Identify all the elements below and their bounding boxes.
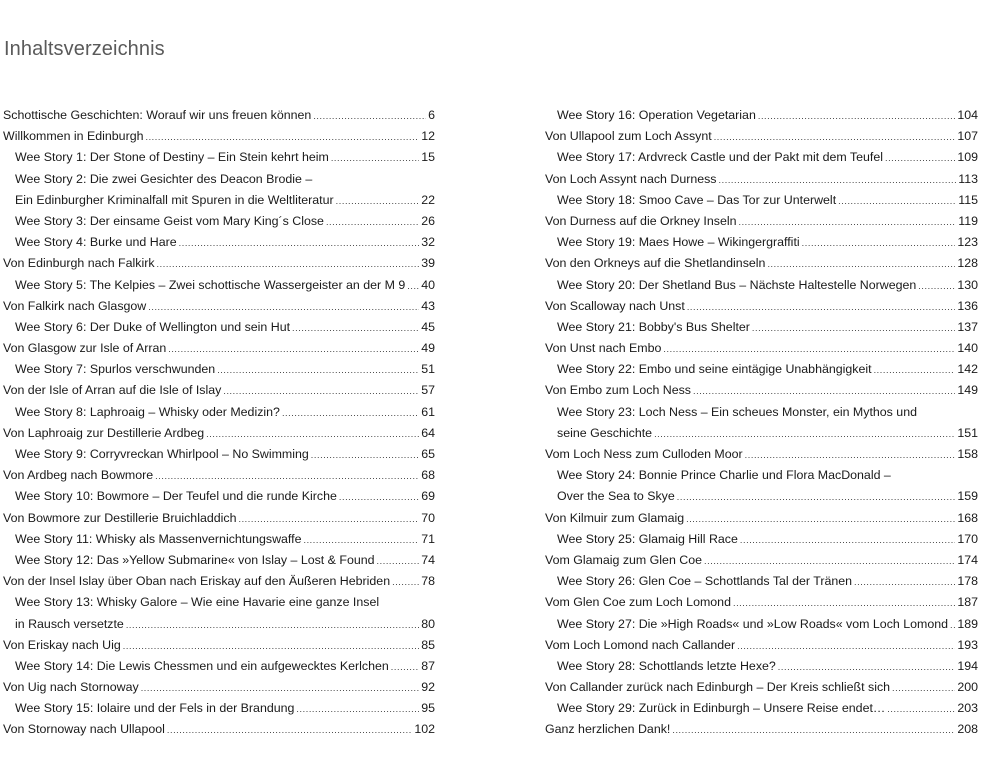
toc-entry-title: Von Loch Assynt nach Durness <box>545 171 717 186</box>
toc-entry-title: Schottische Geschichten: Worauf wir uns freuen können <box>3 108 312 122</box>
toc-page-number: 170 <box>957 531 978 546</box>
toc-entry-title: Wee Story 15: Iolaire und der Fels in der Brandung <box>15 701 295 716</box>
toc-page-number: 174 <box>957 552 978 567</box>
toc-entry-title: Von der Isle of Arran auf die Isle of Islay <box>3 383 222 398</box>
toc-entry[interactable] <box>545 550 978 571</box>
toc-entry[interactable] <box>545 719 978 740</box>
toc-entry[interactable] <box>545 126 978 147</box>
dot-leader <box>326 212 419 233</box>
toc-page-number: 151 <box>957 425 978 440</box>
dot-leader <box>714 127 956 148</box>
toc-entry-title: Wee Story 3: Der einsame Geist vom Mary King´s Close <box>15 213 324 228</box>
toc-subentry[interactable] <box>3 169 435 190</box>
toc-entry[interactable] <box>545 169 978 190</box>
toc-right-column <box>545 105 978 741</box>
toc-subentry[interactable] <box>545 698 978 719</box>
toc-subentry[interactable] <box>545 402 978 423</box>
toc-page-number: 12 <box>421 129 435 144</box>
toc-subentry[interactable] <box>3 359 435 380</box>
toc-entry-title: Wee Story 9: Corryvreckan Whirlpool – No Swimming <box>15 447 309 461</box>
toc-entry-title: Wee Story 13: Whisky Galore – Wie eine Havarie eine ganze Insel <box>15 595 380 610</box>
toc-subentry[interactable] <box>3 614 435 635</box>
toc-page-number: 140 <box>957 341 978 356</box>
toc-entry-title: Von Edinburgh nach Falkirk <box>3 256 155 271</box>
toc-entry-title: Von Kilmuir zum Glamaig <box>545 510 685 525</box>
dot-leader <box>282 403 419 424</box>
toc-entry-title: Willkommen in Edinburgh <box>3 129 144 144</box>
toc-entry-title: Von Durness auf die Orkney Inseln <box>545 213 737 228</box>
toc-page-number: 95 <box>421 701 435 716</box>
dot-leader <box>238 509 419 530</box>
toc-entry-title: Wee Story 10: Bowmore – Der Teufel und die runde Kirche <box>15 489 337 504</box>
toc-page-number: 115 <box>958 192 978 207</box>
toc-page-number: 119 <box>958 213 978 228</box>
toc-page-number: 69 <box>421 489 435 504</box>
dot-leader <box>918 276 955 297</box>
dot-leader <box>740 530 955 551</box>
toc-subentry[interactable] <box>3 444 435 465</box>
dot-leader <box>733 593 955 614</box>
toc-entry-title: in Rausch versetzte <box>15 616 124 631</box>
dot-leader <box>331 148 419 169</box>
toc-entry-title: Ganz herzlichen Dank! <box>545 722 671 737</box>
toc-page-number: 78 <box>421 574 435 589</box>
dot-leader <box>168 339 419 360</box>
toc-page-number: 43 <box>421 298 435 313</box>
dot-leader <box>206 424 419 445</box>
toc-page-number: 149 <box>957 383 978 398</box>
toc-entry[interactable] <box>545 338 978 359</box>
toc-subentry[interactable] <box>545 232 978 253</box>
toc-subentry[interactable] <box>545 486 978 507</box>
toc-entry[interactable] <box>3 380 435 401</box>
toc-subentry[interactable] <box>3 211 435 232</box>
toc-subentry[interactable] <box>3 486 435 507</box>
toc-entry-title: Wee Story 29: Zurück in Edinburgh – Unsere Reise endet… <box>557 701 886 716</box>
toc-page-number: 136 <box>957 298 978 313</box>
toc-subentry[interactable] <box>545 465 978 486</box>
toc-page-number: 49 <box>421 341 435 356</box>
toc-page-number: 80 <box>421 616 435 631</box>
toc-page-number: 104 <box>957 108 978 122</box>
toc-subentry[interactable] <box>3 402 435 423</box>
dot-leader <box>303 530 419 551</box>
toc-page-number: 189 <box>957 616 978 631</box>
dot-leader <box>391 657 419 678</box>
toc-entry-title: Wee Story 17: Ardvreck Castle und der Pakt mit dem Teufel <box>557 150 883 165</box>
toc-entry[interactable] <box>3 465 435 486</box>
toc-entry-title: Wee Story 23: Loch Ness – Ein scheues Monster, ein Mythos und <box>557 404 917 419</box>
toc-entry-title: Von Glasgow zur Isle of Arran <box>3 341 167 356</box>
toc-entry-title: Wee Story 11: Whisky als Massenvernichtungswaffe <box>15 531 302 546</box>
toc-entry-title: Wee Story 2: Die zwei Gesichter des Deacon Brodie – <box>15 171 313 186</box>
toc-entry-title: seine Geschichte <box>557 425 653 440</box>
toc-entry-title: Wee Story 5: The Kelpies – Zwei schottische Wassergeister an der M 9 <box>15 277 406 292</box>
toc-page-number: 6 <box>428 108 435 122</box>
dot-leader <box>126 615 419 636</box>
toc-page-number: 68 <box>421 468 435 483</box>
dot-leader <box>179 233 420 254</box>
toc-entry-title: Vom Loch Ness zum Culloden Moor <box>545 447 743 461</box>
dot-leader <box>677 487 956 508</box>
toc-entry-title: Von Laphroaig zur Destillerie Ardbeg <box>3 425 205 440</box>
dot-leader <box>339 487 419 508</box>
dot-leader <box>719 170 957 191</box>
toc-subentry[interactable] <box>545 105 978 126</box>
dot-leader <box>377 551 420 572</box>
toc-page-number: 57 <box>421 383 435 398</box>
toc-subentry[interactable] <box>3 550 435 571</box>
dot-leader <box>296 699 419 720</box>
dot-leader <box>663 339 955 360</box>
toc-page-number: 71 <box>421 531 435 546</box>
toc-page-number: 130 <box>957 277 978 292</box>
dot-leader <box>672 720 955 741</box>
toc-subentry[interactable] <box>3 147 435 168</box>
toc-subentry[interactable] <box>3 190 435 211</box>
toc-entry-title: Von den Orkneys auf die Shetlandinseln <box>545 256 766 271</box>
dot-leader <box>123 636 419 657</box>
toc-entry-title: Wee Story 6: Der Duke of Wellington und sein Hut <box>15 319 291 334</box>
dot-leader <box>141 678 420 699</box>
toc-subentry[interactable] <box>545 317 978 338</box>
toc-page-number: 159 <box>957 489 978 504</box>
dot-leader <box>311 445 419 466</box>
toc-entry[interactable] <box>545 253 978 274</box>
toc-entry-title: Wee Story 27: Die »High Roads« und »Low Roads« vom Loch Lomond <box>557 616 948 631</box>
toc-subentry[interactable] <box>545 614 978 635</box>
toc-page-number: 187 <box>957 595 978 610</box>
toc-subentry[interactable] <box>545 423 978 444</box>
toc-subentry[interactable] <box>3 275 435 296</box>
toc-page-number: 87 <box>421 658 435 673</box>
toc-entry-title: Ein Edinburgher Kriminalfall mit Spuren in die Weltliteratur <box>15 192 334 207</box>
page-title: Inhaltsverzeichnis <box>4 38 165 60</box>
toc-page-number: 85 <box>421 637 435 652</box>
toc-entry[interactable] <box>545 444 978 465</box>
toc-page-number: 92 <box>421 680 435 695</box>
toc-page-number: 109 <box>957 150 978 165</box>
toc-page-number: 203 <box>957 701 978 716</box>
toc-page-number: 107 <box>957 129 978 144</box>
toc-entry-title: Vom Glamaig zum Glen Coe <box>545 552 703 567</box>
toc-entry-title: Over the Sea to Skye <box>557 489 675 504</box>
dot-leader <box>654 424 955 445</box>
toc-entry-title: Von Eriskay nach Uig <box>3 637 121 652</box>
toc-entry[interactable] <box>545 677 978 698</box>
toc-subentry[interactable] <box>3 592 435 613</box>
toc-entry-title: Von der Insel Islay über Oban nach Eriskay auf den Äußeren Hebriden <box>3 574 391 589</box>
toc-page-number: 158 <box>957 447 978 461</box>
toc-page-number: 64 <box>421 425 435 440</box>
toc-entry-title: Von Bowmore zur Destillerie Bruichladdich <box>3 510 237 525</box>
dot-leader <box>802 233 956 254</box>
toc-page-number: 137 <box>957 319 978 334</box>
dot-leader <box>704 551 955 572</box>
toc-page-number: 123 <box>957 235 978 250</box>
toc-page-number: 178 <box>957 574 978 589</box>
dot-leader <box>950 615 955 636</box>
dot-leader <box>738 212 956 233</box>
toc-entry-title: Wee Story 21: Bobby's Bus Shelter <box>557 319 750 334</box>
toc-page-number: 15 <box>421 150 435 165</box>
toc-subentry[interactable] <box>3 317 435 338</box>
dot-leader <box>687 297 955 318</box>
toc-page-number: 113 <box>958 171 978 186</box>
toc-page-number: 194 <box>957 658 978 673</box>
toc-entry[interactable] <box>545 635 978 656</box>
dot-leader <box>155 466 419 487</box>
toc-subentry[interactable] <box>3 232 435 253</box>
toc-subentry[interactable] <box>3 656 435 677</box>
toc-page-number: 65 <box>421 447 435 461</box>
toc-entry-title: Wee Story 18: Smoo Cave – Das Tor zur Unterwelt <box>557 192 837 207</box>
toc-entry[interactable] <box>545 296 978 317</box>
toc-page-number: 61 <box>421 404 435 419</box>
toc-entry-title: Von Ardbeg nach Bowmore <box>3 468 154 483</box>
toc-entry[interactable] <box>545 380 978 401</box>
dot-leader <box>838 191 956 212</box>
toc-entry[interactable] <box>3 423 435 444</box>
toc-entry[interactable] <box>3 296 435 317</box>
toc-entry-title: Wee Story 25: Glamaig Hill Race <box>557 531 738 546</box>
toc-entry[interactable] <box>3 126 435 147</box>
toc-page-number: 22 <box>421 192 435 207</box>
toc-entry[interactable] <box>3 253 435 274</box>
dot-leader <box>217 360 419 381</box>
dot-leader <box>767 254 955 275</box>
toc-page-number: 40 <box>421 277 435 292</box>
dot-leader <box>336 191 420 212</box>
toc-page-number: 193 <box>957 637 978 652</box>
toc-entry-title: Wee Story 4: Burke und Hare <box>15 235 177 250</box>
toc-entry-title: Vom Loch Lomond nach Callander <box>545 637 736 652</box>
dot-leader <box>892 678 955 699</box>
toc-entry-title: Wee Story 22: Embo und seine eintägige Unabhängigkeit <box>557 362 872 377</box>
toc-entry-title: Wee Story 24: Bonnie Prince Charlie und Flora MacDonald – <box>557 468 891 483</box>
toc-page-number: 128 <box>957 256 978 271</box>
toc-entry-title: Wee Story 16: Operation Vegetarian <box>557 108 756 122</box>
toc-page-number: 74 <box>421 552 435 567</box>
toc-entry[interactable] <box>3 571 435 592</box>
dot-leader <box>693 381 955 402</box>
toc-subentry[interactable] <box>545 359 978 380</box>
toc-entry[interactable] <box>3 338 435 359</box>
dot-leader <box>145 127 419 148</box>
dot-leader <box>887 699 955 720</box>
dot-leader <box>854 572 955 593</box>
toc-entry-title: Von Embo zum Loch Ness <box>545 383 692 398</box>
toc-entry[interactable] <box>3 105 435 126</box>
toc-entry-title: Von Falkirk nach Glasgow <box>3 298 147 313</box>
dot-leader <box>148 297 419 318</box>
toc-page-number: 26 <box>421 213 435 228</box>
dot-leader <box>752 318 955 339</box>
toc-subentry[interactable] <box>545 571 978 592</box>
toc-entry-title: Wee Story 14: Die Lewis Chessmen und ein aufgewecktes Kerlchen <box>15 658 389 673</box>
dot-leader <box>157 254 420 275</box>
dot-leader <box>874 360 956 381</box>
toc-subentry[interactable] <box>3 698 435 719</box>
toc-entry-title: Von Uig nach Stornoway <box>3 680 139 695</box>
toc-entry-title: Wee Story 20: Der Shetland Bus – Nächste Haltestelle Norwegen <box>557 277 917 292</box>
toc-page-number: 168 <box>957 510 978 525</box>
toc-entry[interactable] <box>3 635 435 656</box>
toc-entry-title: Von Scalloway nach Unst <box>545 298 685 313</box>
toc-entry-title: Von Callander zurück nach Edinburgh – Der Kreis schließt sich <box>545 680 891 695</box>
dot-leader <box>686 509 955 530</box>
toc-entry[interactable] <box>3 508 435 529</box>
toc-entry-title: Wee Story 12: Das »Yellow Submarine« von Islay – Lost & Found <box>15 552 375 567</box>
toc-entry-title: Wee Story 1: Der Stone of Destiny – Ein Stein kehrt heim <box>15 150 329 165</box>
toc-page-number: 208 <box>957 722 978 737</box>
dot-leader <box>407 276 419 297</box>
toc-page-number: 45 <box>421 319 435 334</box>
toc-page-number: 102 <box>414 722 435 737</box>
toc-entry-title: Von Stornoway nach Ullapool <box>3 722 165 737</box>
toc-entry-title: Wee Story 26: Glen Coe – Schottlands Tal der Tränen <box>557 574 853 589</box>
dot-leader <box>778 657 956 678</box>
toc-entry[interactable] <box>545 211 978 232</box>
toc-subentry[interactable] <box>545 656 978 677</box>
toc-page-number: 70 <box>421 510 435 525</box>
dot-leader <box>223 381 419 402</box>
toc-page-number: 142 <box>957 362 978 377</box>
toc-entry[interactable] <box>545 508 978 529</box>
toc-entry-title: Wee Story 7: Spurlos verschwunden <box>15 362 216 377</box>
dot-leader <box>758 106 955 127</box>
toc-entry-title: Von Ullapool zum Loch Assynt <box>545 129 712 144</box>
dot-leader <box>313 106 426 127</box>
toc-entry[interactable] <box>3 719 435 740</box>
toc-entry-title: Wee Story 8: Laphroaig – Whisky oder Medizin? <box>15 404 280 419</box>
toc-entry[interactable] <box>3 677 435 698</box>
toc-entry-title: Vom Glen Coe zum Loch Lomond <box>545 595 731 610</box>
dot-leader <box>745 445 956 466</box>
toc-subentry[interactable] <box>545 275 978 296</box>
toc-left-column <box>3 105 435 741</box>
dot-leader <box>292 318 419 339</box>
dot-leader <box>737 636 955 657</box>
toc-entry[interactable] <box>545 592 978 613</box>
toc-page-number: 32 <box>421 235 435 250</box>
dot-leader <box>392 572 419 593</box>
dot-leader <box>885 148 955 169</box>
toc-subentry[interactable] <box>3 529 435 550</box>
toc-page-number: 51 <box>421 362 435 377</box>
toc-entry-title: Von Unst nach Embo <box>545 341 662 356</box>
toc-subentry[interactable] <box>545 147 978 168</box>
dot-leader <box>167 720 412 741</box>
toc-entry-title: Wee Story 28: Schottlands letzte Hexe? <box>557 658 776 673</box>
toc-subentry[interactable] <box>545 190 978 211</box>
toc-page-number: 39 <box>421 256 435 271</box>
toc-page-number: 200 <box>957 680 978 695</box>
toc-subentry[interactable] <box>545 529 978 550</box>
toc-entry-title: Wee Story 19: Maes Howe – Wikingergraffiti <box>557 235 800 250</box>
